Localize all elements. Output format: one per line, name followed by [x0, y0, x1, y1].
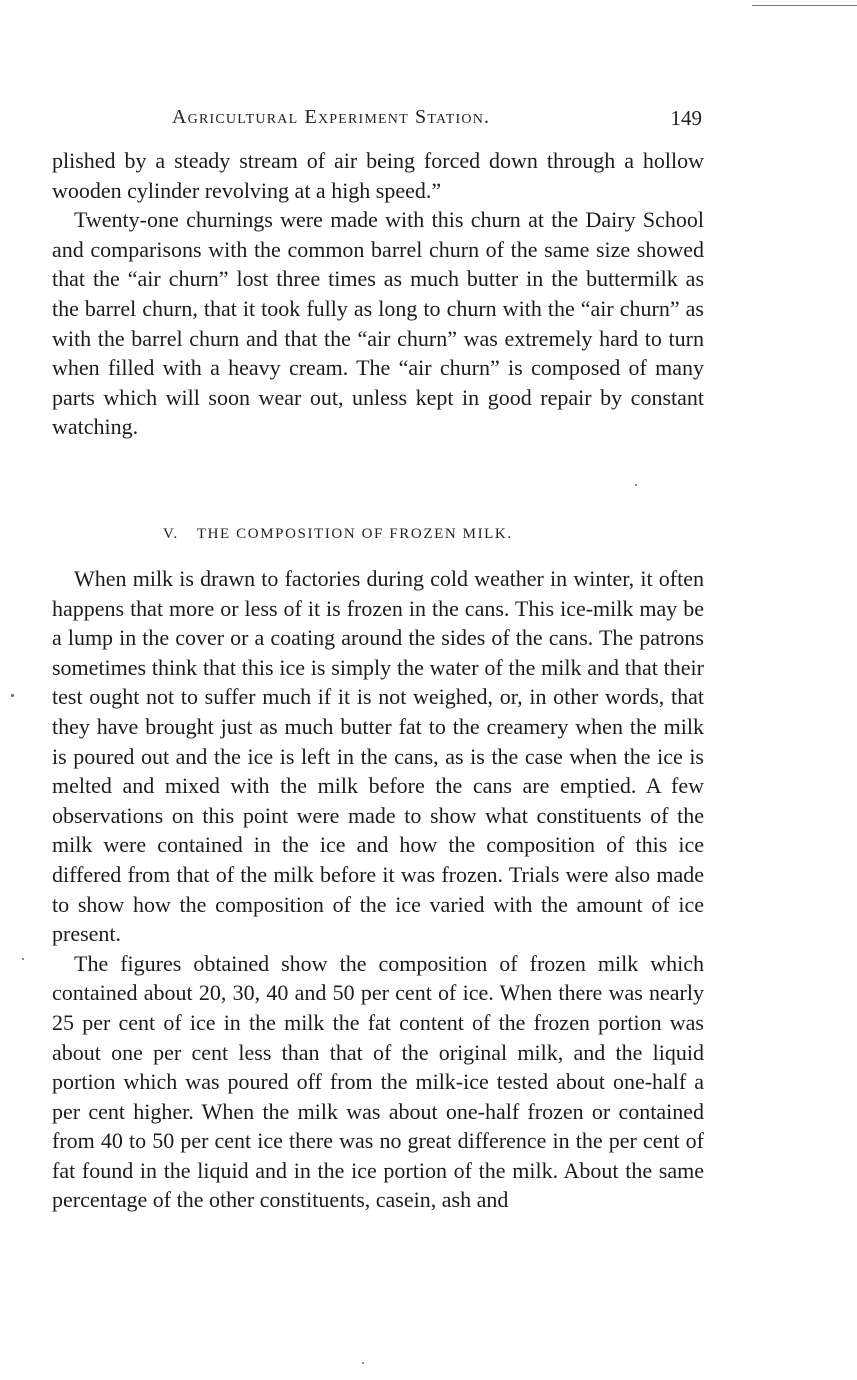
continuation-paragraph: plished by a steady stream of air being forced down through a hollow wooden cylinder revolving at a high speed.”: [52, 148, 704, 203]
section-number: V.: [163, 526, 179, 542]
section-body: [52, 564, 704, 1215]
frozen-milk-intro-paragraph: When milk is drawn to factories during cold weather in winter, it often happens that more or less of it is frozen in the cans. This ice-milk may be a lump in the cover or a coating around the sides of the cans. The patrons sometimes think that this ice is simply the water of the milk and that their test ought not to suffer much if it is not weighed, or, in other words, that they have brought just as much butter fat to the creamery when the milk is poured out and the ice is left in the cans, as is the case when the ice is melted and mixed with the milk before the cans are emptied. A few observations on this point were made to show what constituents of the milk were contained in the ice and how the composition of this ice differed from that of the milk before it was frozen. Trials were also made to show how the composition of the ice varied with the amount of ice present.: [52, 566, 704, 947]
section-heading: [52, 526, 704, 543]
frozen-milk-figures-paragraph: The figures obtained show the composition of frozen milk which contained about 20, 30, 40 and 50 per cent of ice. When there was nearly 25 per cent of ice in the milk the fat content of the frozen portion was about one per cent less than that of the original milk, and the liquid portion which was poured off from the milk-ice tested about one-half a per cent higher. When the milk was about one-half frozen or contained from 40 to 50 per cent ice there was no great difference in the per cent of fat found in the liquid and in the ice portion of the milk. About the same percentage of the other constituents, casein, ash and: [52, 950, 704, 1213]
churn-comparison-paragraph: Twenty-one churnings were made with this churn at the Dairy School and comparisons with the common barrel churn of the same size showed that the “air churn” lost three times as much butter in the buttermilk as the barrel churn, that it took fully as long to churn with the “air churn” as with the barrel churn and that the “air churn” was extremely hard to turn when filled with a heavy cream. The “air churn” is composed of many parts which will soon wear out, unless kept in good repair by constant watching.: [52, 207, 704, 440]
page-edge-rule: [752, 5, 857, 6]
paper-speck: [22, 958, 24, 960]
section-title: THE COMPOSITION OF FROZEN MILK.: [196, 526, 513, 542]
running-title: Agricultural Experiment Station.: [172, 106, 491, 128]
page-number: 149: [670, 106, 702, 130]
paper-speck: [635, 484, 637, 486]
continuation-text: [52, 146, 704, 442]
paper-speck: [11, 694, 14, 697]
paper-speck: [362, 1362, 364, 1364]
running-head: [52, 102, 704, 132]
